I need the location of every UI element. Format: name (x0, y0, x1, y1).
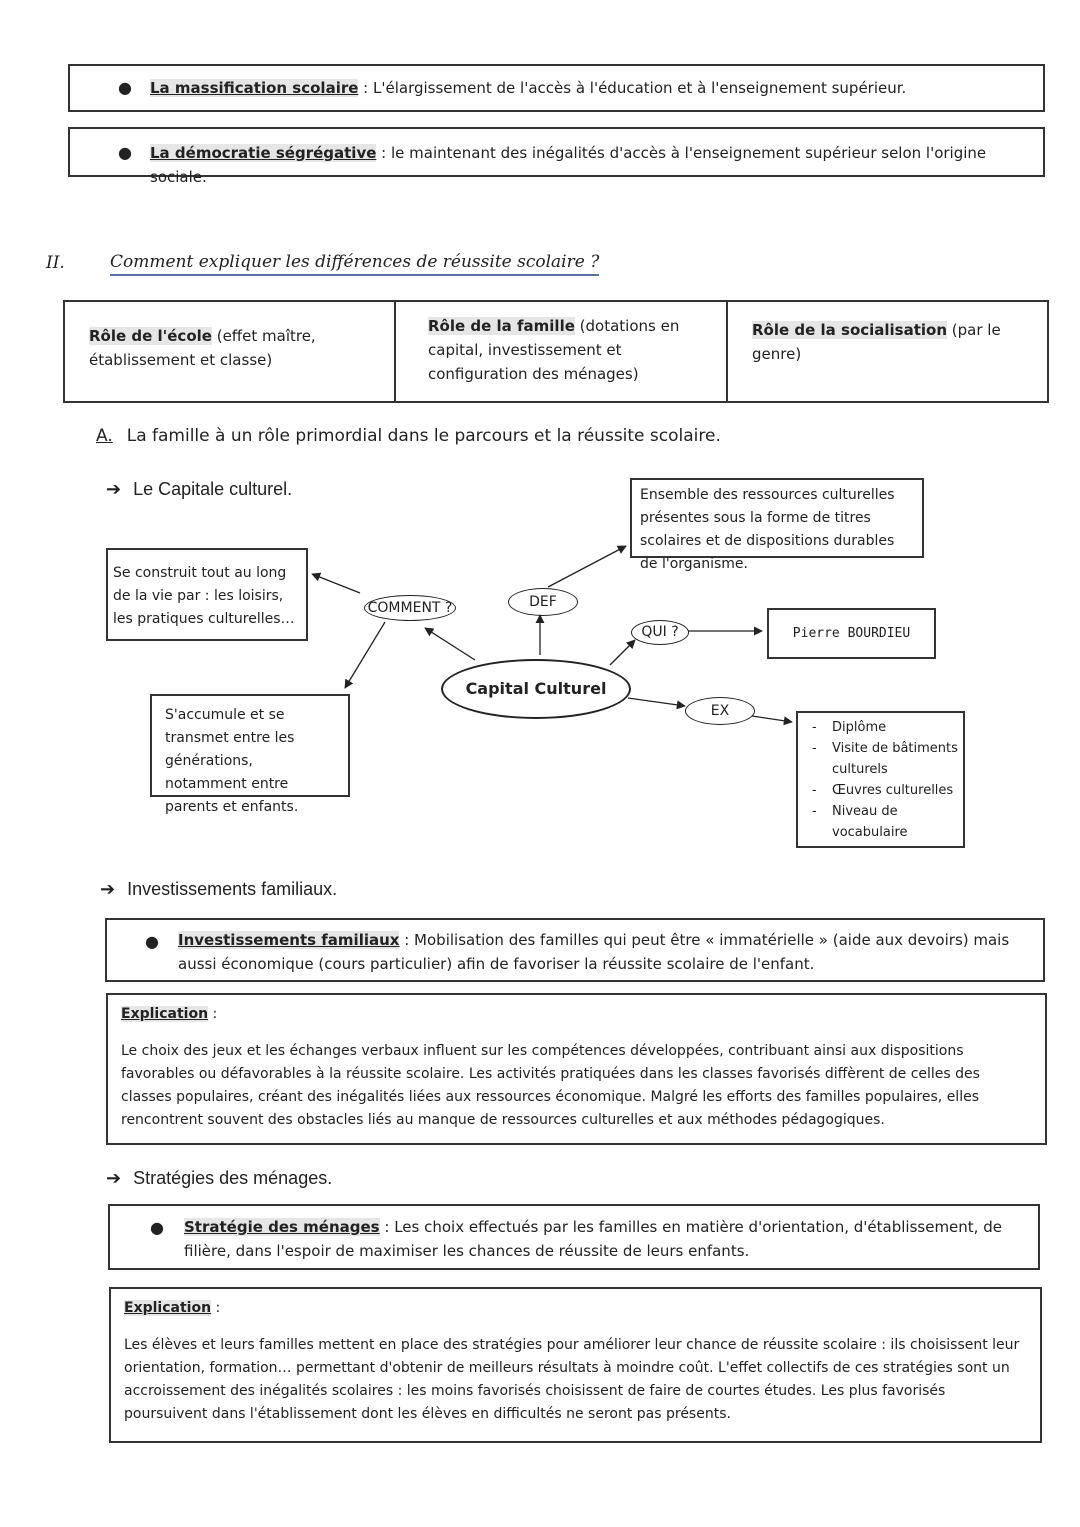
arrow-right-icon: ➔ (106, 1168, 122, 1188)
bullet: ● (145, 932, 159, 951)
section-title: Comment expliquer les différences de réussite scolaire ? (110, 252, 599, 276)
definition-term: La massification scolaire (150, 79, 359, 97)
list-item: - Niveau de vocabulaire (802, 801, 959, 843)
subsection-a: A. La famille à un rôle primordial dans le parcours et la réussite scolaire. (96, 426, 721, 446)
subhead-strategies: ➔ Stratégies des ménages. (106, 1168, 333, 1188)
definition-box-investissements (105, 918, 1045, 982)
diagram-ex-box (796, 711, 965, 848)
bullet: ● (118, 78, 132, 97)
diagram-qui-box: Pierre BOURDIEU (767, 608, 936, 659)
diagram-qui-ellipse: QUI ? (631, 620, 689, 645)
definition-text: Investissements familiaux : Mobilisation des familles qui peut être « immatérielle » (aide aux devoirs) mais aussi économique (cours particulier) afin de favoriser la réussite scolaire de l'enfant. (178, 931, 1010, 973)
role-cell-socialisation: Rôle de la socialisation (par le genre) (752, 321, 1001, 363)
role-cell-ecole: Rôle de l'école (effet maître, établissement et classe) (65, 302, 396, 401)
definition-text: La démocratie ségrégative : le maintenant des inégalités d'accès à l'enseignement supérieur selon l'origine sociale. (150, 144, 987, 186)
bullet: ● (150, 1218, 164, 1237)
subhead-capital: ➔ Le Capitale culturel. (106, 479, 293, 499)
definition-text: Stratégie des ménages : Les choix effectués par les familles en matière d'orientation, d'établissement, de filière, dans l'espoir de maximiser les chances de réussite de leurs enfants. (184, 1218, 1002, 1260)
definition-term: La démocratie ségrégative (150, 144, 377, 162)
list-item: - Diplôme (802, 717, 959, 738)
explication-label: Explication : (124, 1300, 221, 1316)
diagram-comment-box-2: S'accumule et se transmet entre les générations, notamment entre parents et enfants. (150, 694, 350, 797)
explication-box-investissements (106, 993, 1047, 1145)
ex-list (802, 717, 959, 843)
diagram-ex-ellipse: EX (685, 697, 755, 725)
definition-box-strategies (108, 1204, 1040, 1270)
arrow-right-icon: ➔ (100, 879, 116, 899)
diagram-comment-ellipse: COMMENT ? (364, 595, 456, 621)
list-item: - Œuvres culturelles (802, 780, 959, 801)
diagram-center-ellipse: Capital Culturel (441, 659, 631, 719)
explication-text: Les élèves et leurs familles mettent en place des stratégies pour améliorer leur chance de réussite scolaire : ils choisissent leur orientation, formation… permettant d'obtenir de meilleurs résultats à moindre coût. L'effet collectifs de ces stratégies sont un accroissement des inégalités scolaires : les moins favorisés choisissent de faire de courtes études. Les plus favorisés poursuivent dans l'établissement dont les élèves en difficultés ne seront pas présents. (124, 1337, 1020, 1422)
diagram-def-box: Ensemble des ressources culturelles présentes sous la forme de titres scolaires et de dispositions durables de l'organisme. (630, 478, 924, 558)
definition-text: La massification scolaire : L'élargissement de l'accès à l'éducation et à l'enseignement supérieur. (150, 79, 907, 97)
diagram-comment-box-1: Se construit tout au long de la vie par : les loisirs, les pratiques culturelles… (106, 548, 308, 641)
role-cell-famille: Rôle de la famille (dotations en capital, investissement et configuration des ménages) (396, 302, 728, 401)
explication-label: Explication : (121, 1006, 218, 1022)
subhead-investissements: ➔ Investissements familiaux. (100, 879, 338, 899)
bullet: ● (118, 143, 132, 162)
explication-text: Le choix des jeux et les échanges verbaux influent sur les compétences développées, contribuant ainsi aux dispositions favorables ou défavorables à la réussite scolaire. Les activités pratiquées dans les classes favorisés diffèrent de celles des classes populaires, créant des inégalités liées aux ressources économique. Malgré les efforts des familles populaires, elles rencontrent souvent des obstacles liés au manque de ressources culturelles et aux méthodes pédagogiques. (121, 1043, 980, 1128)
section-number: II. (46, 253, 65, 273)
diagram-def-ellipse: DEF (508, 588, 578, 616)
explication-box-strategies (109, 1287, 1042, 1443)
arrow-right-icon: ➔ (106, 479, 122, 499)
list-item: - Visite de bâtiments culturels (802, 738, 959, 780)
